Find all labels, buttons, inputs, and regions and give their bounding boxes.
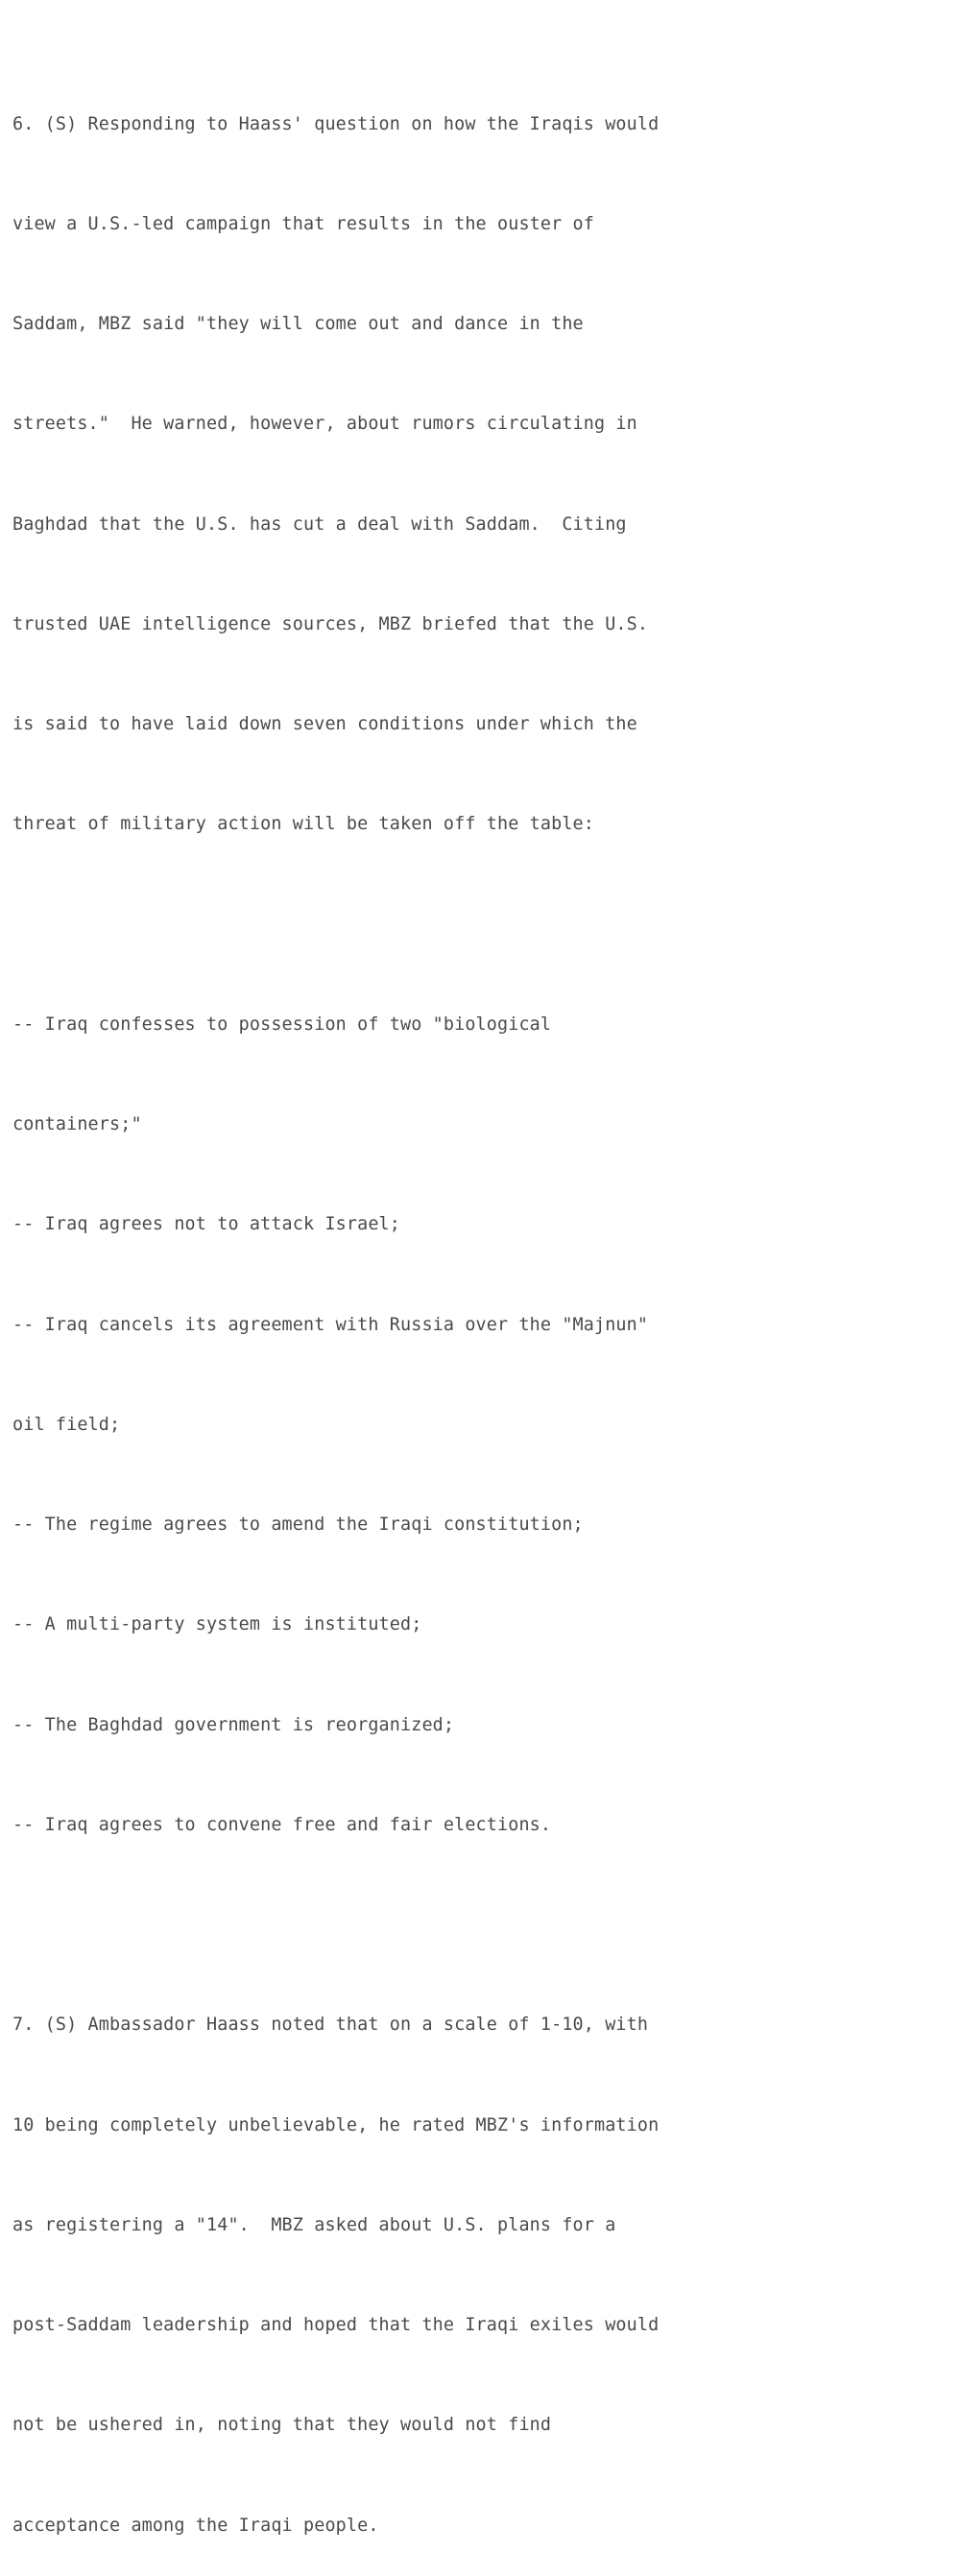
text-line: acceptance among the Iraqi people. <box>12 2515 379 2536</box>
text-line: 7. (S) Ambassador Haass noted that on a scale of 1-10, with <box>12 2015 649 2036</box>
condition-item: -- Iraq agrees to convene free and fair elections. <box>12 1814 552 1835</box>
text-line: view a U.S.-led campaign that results in the ouster of <box>12 213 594 234</box>
text-line: 10 being completely unbelievable, he rated MBZ's information <box>12 2114 660 2135</box>
text-line: streets." He warned, however, about rumors circulating in <box>12 414 637 435</box>
text-line: as registering a "14". MBZ asked about U.S. plans for a <box>12 2214 616 2235</box>
condition-item-continuation: containers;" <box>12 1114 142 1134</box>
text-line: not be ushered in, noting that they would not find <box>12 2415 552 2436</box>
text-line: post-Saddam leadership and hoped that the Iraqi exiles would <box>12 2315 660 2335</box>
text-line: Baghdad that the U.S. has cut a deal with Saddam. Citing <box>12 513 627 535</box>
text-line: trusted UAE intelligence sources, MBZ briefed that the U.S. <box>12 613 649 634</box>
condition-item: -- The Baghdad government is reorganized; <box>12 1714 455 1735</box>
text-line: is said to have laid down seven conditions under which the <box>12 714 637 734</box>
condition-item: -- A multi-party system is instituted; <box>12 1614 422 1635</box>
condition-item: -- Iraq cancels its agreement with Russia over the "Majnun" <box>12 1314 649 1335</box>
cable-text-body <box>12 41 659 2576</box>
condition-item: -- Iraq agrees not to attack Israel; <box>12 1214 400 1235</box>
blank-line <box>12 909 659 942</box>
condition-item-continuation: oil field; <box>12 1414 121 1435</box>
blank-line <box>12 1909 659 1943</box>
text-line: 6. (S) Responding to Haass' question on how the Iraqis would <box>12 113 660 134</box>
condition-item: -- Iraq confesses to possession of two "biological <box>12 1014 552 1035</box>
text-line: Saddam, MBZ said "they will come out and dance in the <box>12 314 584 334</box>
text-line: threat of military action will be taken off the table: <box>12 814 594 835</box>
condition-item: -- The regime agrees to amend the Iraqi constitution; <box>12 1515 584 1535</box>
